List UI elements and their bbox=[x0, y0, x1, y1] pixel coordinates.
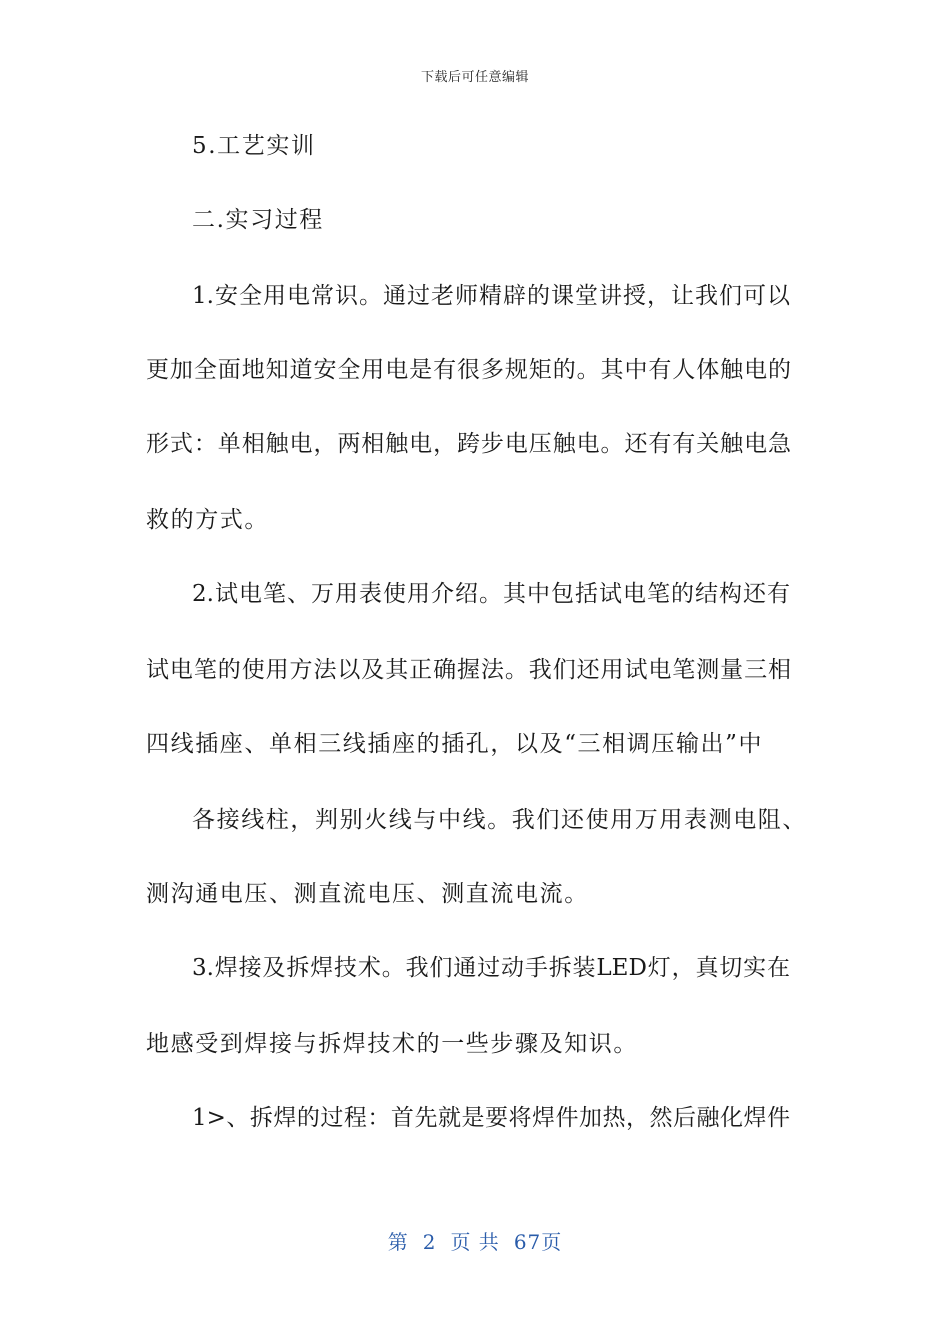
footer-middle: 页 共 bbox=[450, 1230, 500, 1254]
paragraph-line: 形式：单相触电，两相触电，跨步电压触电。还有有关触电急 bbox=[146, 431, 791, 457]
paragraph-line: 四线插座、单相三线插座的插孔，以及“三相调压输出”中 bbox=[146, 731, 764, 757]
page-header: 下载后可任意编辑 bbox=[420, 70, 529, 85]
footer-total-pages: 67 bbox=[513, 1230, 542, 1254]
paragraph-line: 1>、拆焊的过程：首先就是要将焊件加热，然后融化焊件 bbox=[192, 1105, 790, 1131]
page-footer bbox=[0, 1226, 950, 1255]
paragraph-line: 3.焊接及拆焊技术。我们通过动手拆装LED灯，真切实在 bbox=[192, 955, 790, 981]
paragraph-line: 地感受到焊接与拆焊技术的一些步骤及知识。 bbox=[146, 1031, 638, 1057]
section-heading-process-training: 5.工艺实训 bbox=[192, 133, 316, 159]
paragraph-line: 更加全面地知道安全用电是有很多规矩的。其中有人体触电的 bbox=[146, 357, 791, 383]
footer-prefix: 第 bbox=[387, 1230, 409, 1254]
paragraph-line: 试电笔的使用方法以及其正确握法。我们还用试电笔测量三相 bbox=[146, 657, 791, 683]
paragraph-line: 1.安全用电常识。通过老师精辟的课堂讲授，让我们可以 bbox=[192, 283, 790, 309]
paragraph-line: 2.试电笔、万用表使用介绍。其中包括试电笔的结构还有 bbox=[192, 581, 790, 607]
footer-suffix: 页 bbox=[541, 1230, 563, 1254]
paragraph-line: 各接线柱，判别火线与中线。我们还使用万用表测电阻、 bbox=[192, 807, 807, 833]
section-heading-internship-process: 二.实习过程 bbox=[192, 207, 324, 233]
footer-page-number: 2 bbox=[422, 1230, 437, 1254]
paragraph-line: 救的方式。 bbox=[146, 507, 269, 533]
paragraph-line: 测沟通电压、测直流电压、测直流电流。 bbox=[146, 881, 589, 907]
